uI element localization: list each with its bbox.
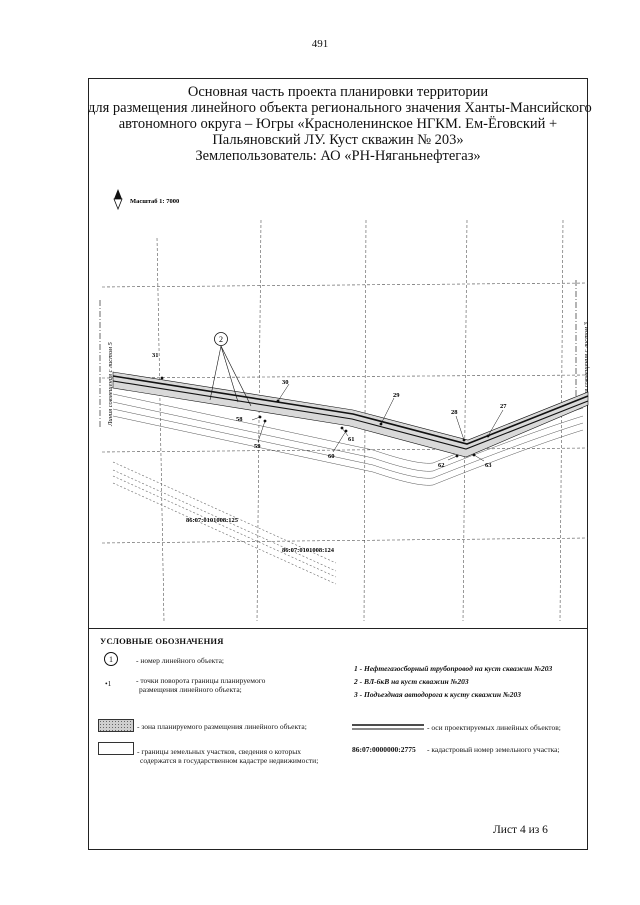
axes-swatch: [352, 721, 424, 733]
svg-text:60: 60: [328, 453, 335, 460]
svg-text:61: 61: [348, 436, 355, 443]
legend-axes-text: - оси проектируемых линейных объектов;: [427, 723, 561, 732]
placement-zone: [113, 372, 588, 457]
legend-parcel-text-2: содержатся в государственном кадастре недвижимости;: [140, 756, 319, 765]
legend-cadastral-example: 86:07:0000000:2775: [352, 745, 416, 754]
object-number-symbol: 1: [104, 652, 118, 666]
title-line-2: для размещения линейного объекта регионального значения Ханты-Мансийского: [88, 100, 592, 116]
legend-object-2: 2 - ВЛ-6кВ на куст скважин №203: [354, 677, 469, 686]
legend-zone-text: - зона планируемого размещения линейного объекта;: [137, 722, 307, 731]
north-arrow-icon: [114, 189, 122, 209]
svg-text:Линия совмещения с листом 3: Линия совмещения с листом 3: [583, 322, 590, 406]
svg-text:28: 28: [451, 409, 458, 416]
title-line-5: Землепользователь: АО «РН-Няганьнефтегаз»: [195, 148, 481, 164]
svg-text:62: 62: [438, 462, 445, 469]
svg-text:2: 2: [219, 335, 223, 344]
match-line-left: [100, 300, 114, 428]
legend-object-3: 3 - Подъездная автодорога к кусту скважин №203: [354, 690, 521, 699]
zone-swatch: [98, 719, 134, 732]
svg-text:31: 31: [152, 352, 159, 359]
svg-text:30: 30: [282, 379, 289, 386]
title-line-3: автономного округа – Югры «Красноленинское НГКМ. Ем-Ёговский +: [118, 116, 558, 132]
sheet-number: Лист 4 из 6: [493, 824, 548, 836]
map-scale: Масштаб 1: 7000: [130, 198, 180, 205]
legend-title: УСЛОВНЫЕ ОБОЗНАЧЕНИЯ: [100, 636, 224, 646]
turning-point-symbol: •1: [105, 679, 112, 688]
match-line-right: [576, 280, 590, 408]
svg-text:Линия совмещения с листом 5: Линия совмещения с листом 5: [107, 342, 114, 426]
legend-parcel-text-1: - границы земельных участков, сведения о которых: [137, 747, 302, 756]
cadastral-label-125: 86:07:0101008:125: [186, 517, 238, 524]
map-drawing: [88, 180, 588, 628]
page-number: 491: [311, 38, 329, 50]
cadastral-label-124: 86:07:0101008:124: [282, 547, 334, 554]
svg-text:29: 29: [393, 392, 400, 399]
legend-point-text-2: размещения линейного объекта;: [139, 685, 242, 694]
legend-point-text-1: - точки поворота границы планируемого: [136, 676, 266, 685]
svg-text:58: 58: [236, 416, 243, 423]
legend-object-number-text: - номер линейного объекта;: [136, 656, 224, 665]
legend-object-1: 1 - Нефтегазосборный трубопровод на куст скважин №203: [354, 664, 553, 673]
svg-text:59: 59: [254, 443, 261, 450]
svg-text:63: 63: [485, 462, 492, 469]
title-line-1: Основная часть проекта планировки территории: [187, 84, 489, 100]
title-line-4: Пальяновский ЛУ. Куст скважин № 203»: [212, 132, 464, 148]
legend-cadastral-text: - кадастровый номер земельного участка;: [427, 745, 560, 754]
svg-text:27: 27: [500, 403, 507, 410]
title-block: [88, 84, 592, 164]
legend-separator: [88, 628, 588, 629]
parcel-swatch: [98, 742, 134, 755]
